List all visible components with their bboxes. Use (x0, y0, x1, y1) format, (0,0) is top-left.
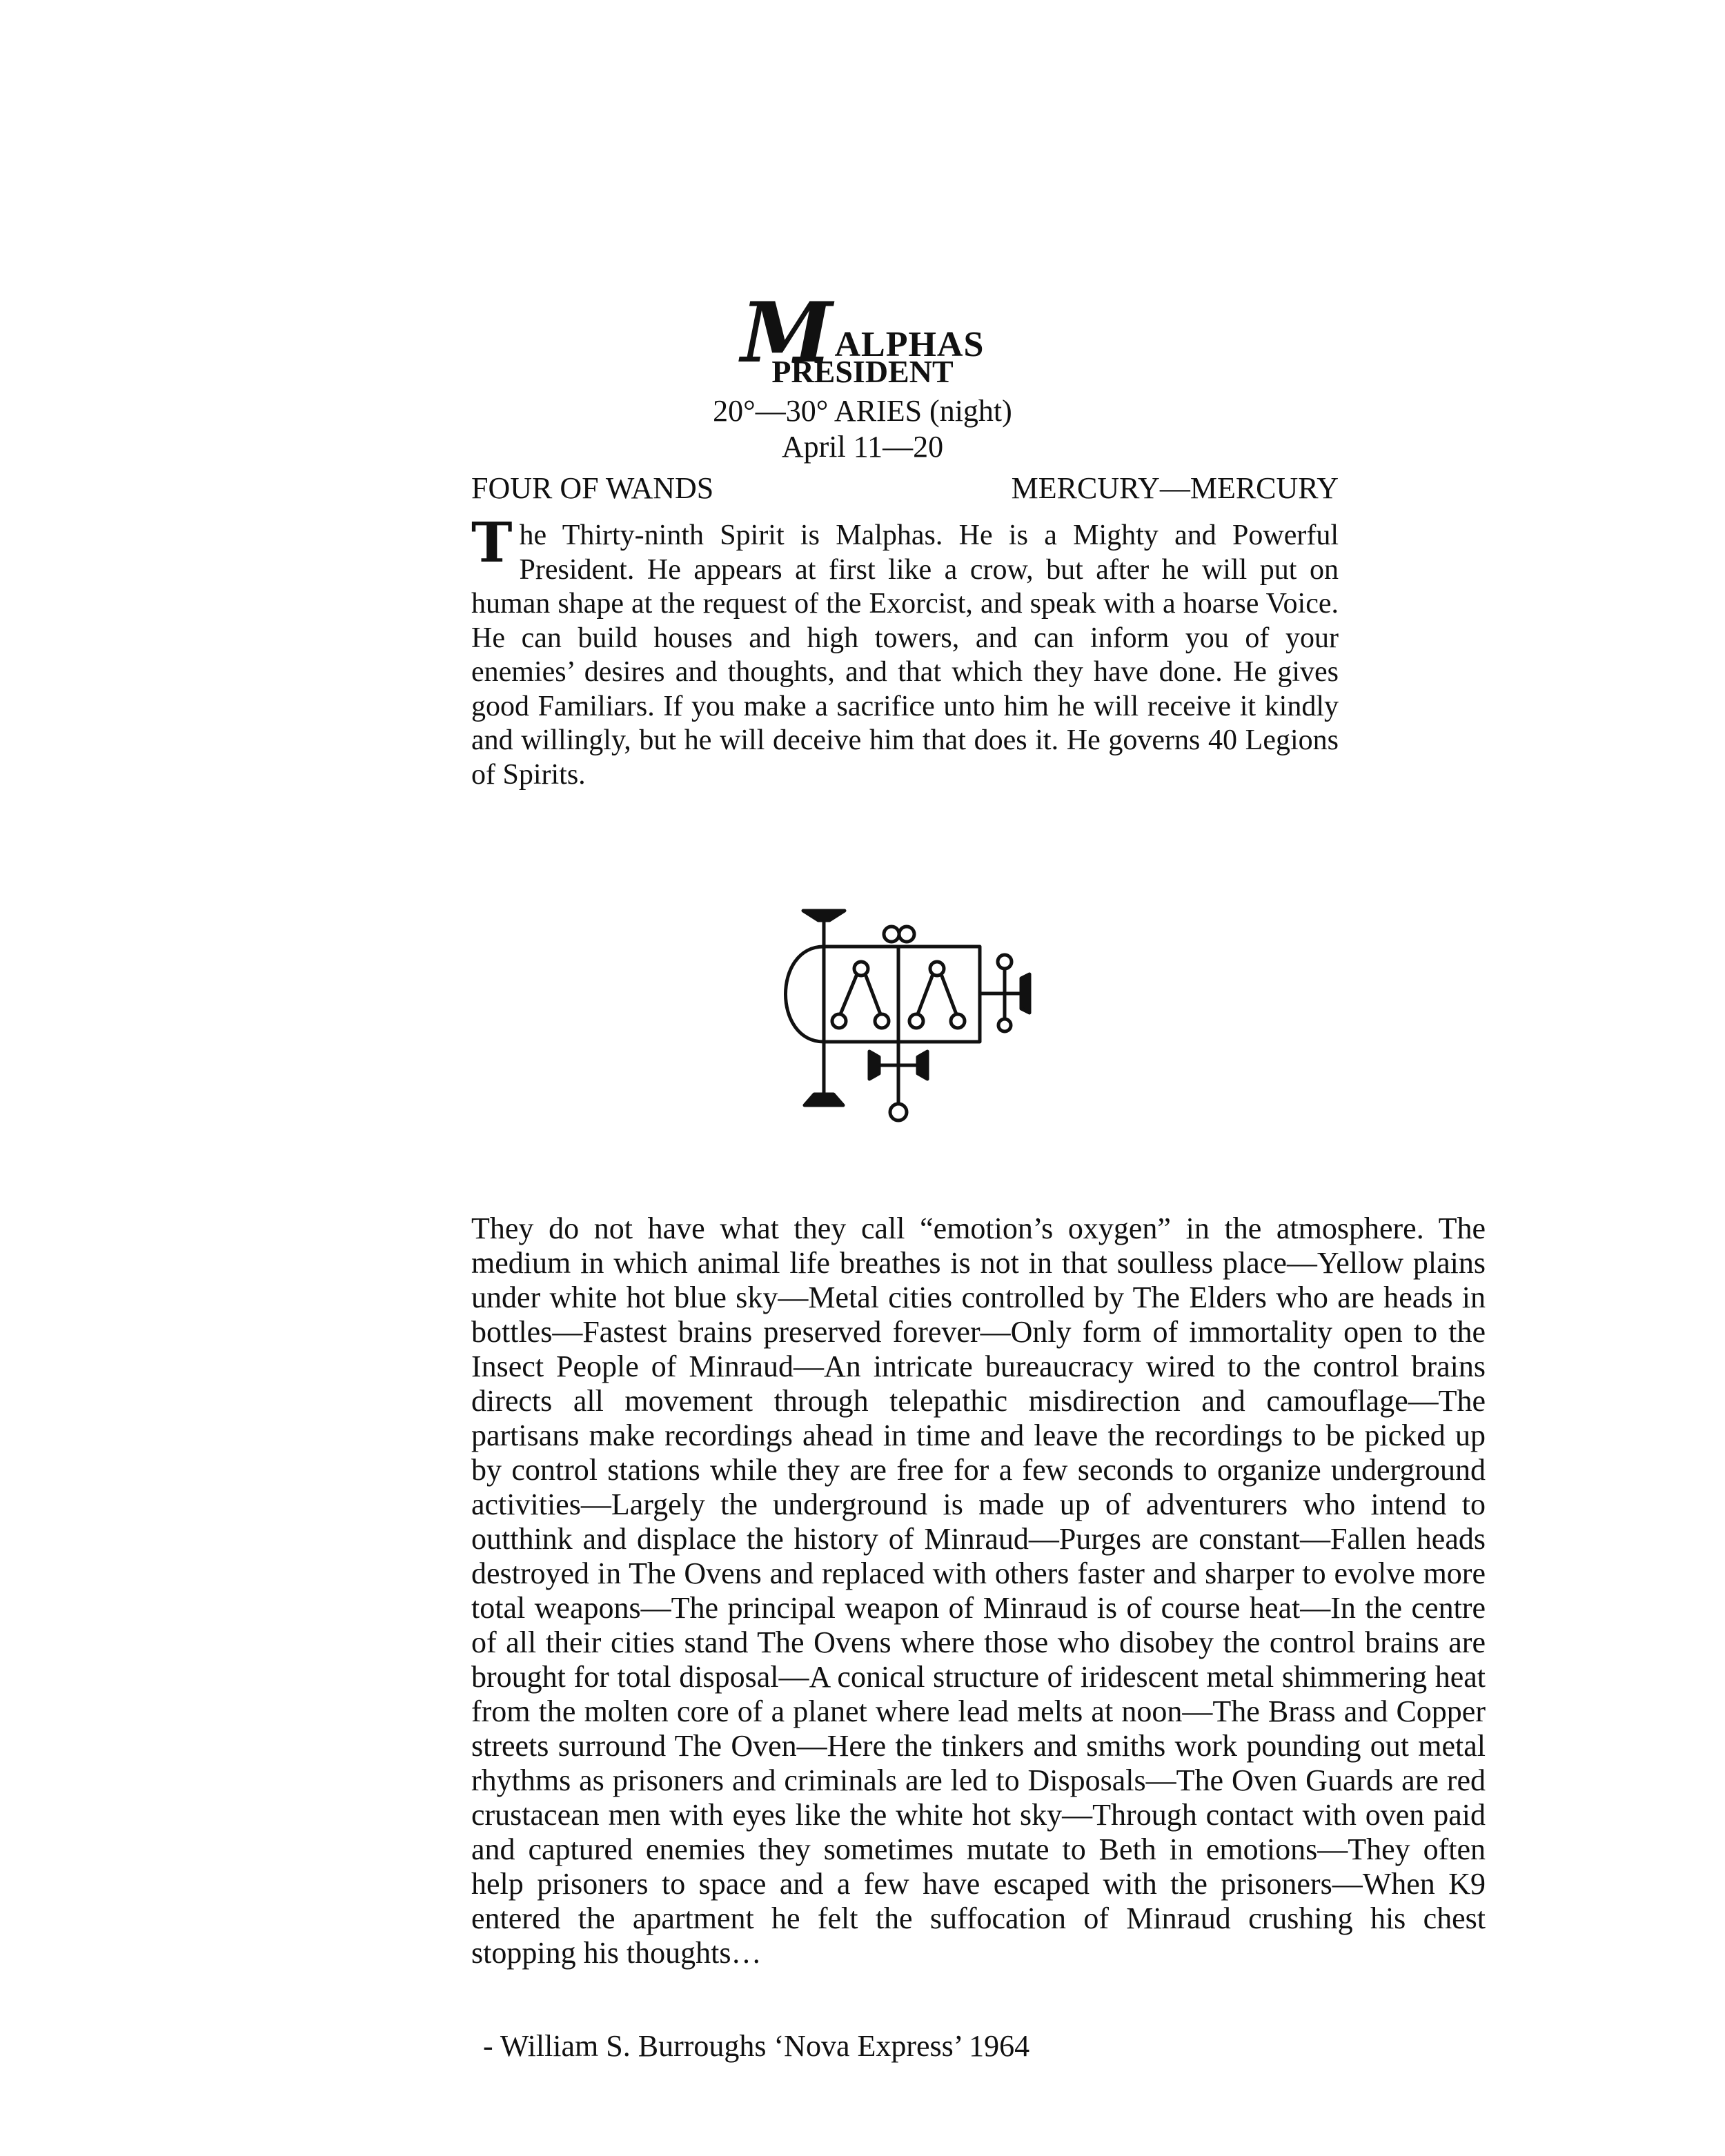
description-dropcap: T (471, 510, 513, 575)
zodiac-degrees: 20°—30° ARIES (night) (713, 394, 1012, 428)
description-text: he Thirty-ninth Spirit is Malphas. He is a Mighty and Powerful President. He appears at first like a crow, but after he will put on human shape at the request of the Exorcist, and speak with a hoarse Voice. He can build houses and high towers, and can inform you of your enemies’ desires and thoughts, and that which they have done. He gives good Familiars. If you make a sacrifice unto him he will receive it kindly and willingly, but he will deceive him that does it. He governs 40 Legions of Spirits. (471, 520, 1339, 791)
planetary-rulers: MERCURY—MERCURY (1011, 471, 1339, 505)
quote-text: They do not have what they call “emotion’s oxygen” in the atmosphere. The medium in which animal life breathes is not in that soulless place—Yellow plains under white hot blue sky—Metal cities controlled by The Elders who are heads in bottles—Fastest brains preserved forever—Only form of immortality open to the Insect People of Minraud—An intricate bureaucracy wired to the control brains directs all movement through telepathic misdirection and camouflage—The partisans make recordings ahead in time and leave the recordings to be picked up by control stations while they are free for a few seconds to organize underground activities—Largely the underground is made up of adventurers who intend to outthink and displace the history of Minraud—Purges are constant—Fallen heads destroyed in The Ovens and replaced with others faster and sharper to evolve more total weapons—The principal weapon of Minraud is of course heat—In the centre of all their cities stand The Ovens where those who disobey the control brains are brought for total disposal—A conical structure of iridescent metal shimmering heat from the molten core of a planet where lead melts at noon—The Brass and Copper streets surround The Oven—Here the tinkers and smiths work pounding out metal rhythms as prisoners and criminals are led to Disposals—The Oven Guards are red crustacean men with eyes like the white hot sky—Through contact with oven paid and captured enemies they sometimes mutate to Beth in emotions—They often help prisoners to space and a few have escaped with the prisoners—When K9 entered the apartment he felt the suffocation of Minraud crushing his chest stopping his thoughts… (471, 1211, 1486, 1970)
date-range: April 11—20 (781, 430, 944, 464)
malphas-sigil-icon (766, 897, 1042, 1131)
title-rest: ALPHAS (834, 325, 985, 364)
title-initial: M (740, 284, 834, 382)
spirit-rank: PRESIDENT (771, 354, 954, 389)
tarot-card: FOUR OF WANDS (471, 471, 714, 505)
spirit-description (471, 510, 1339, 792)
quote-attribution: - William S. Burroughs ‘Nova Express’ 1964 (483, 2029, 1030, 2063)
